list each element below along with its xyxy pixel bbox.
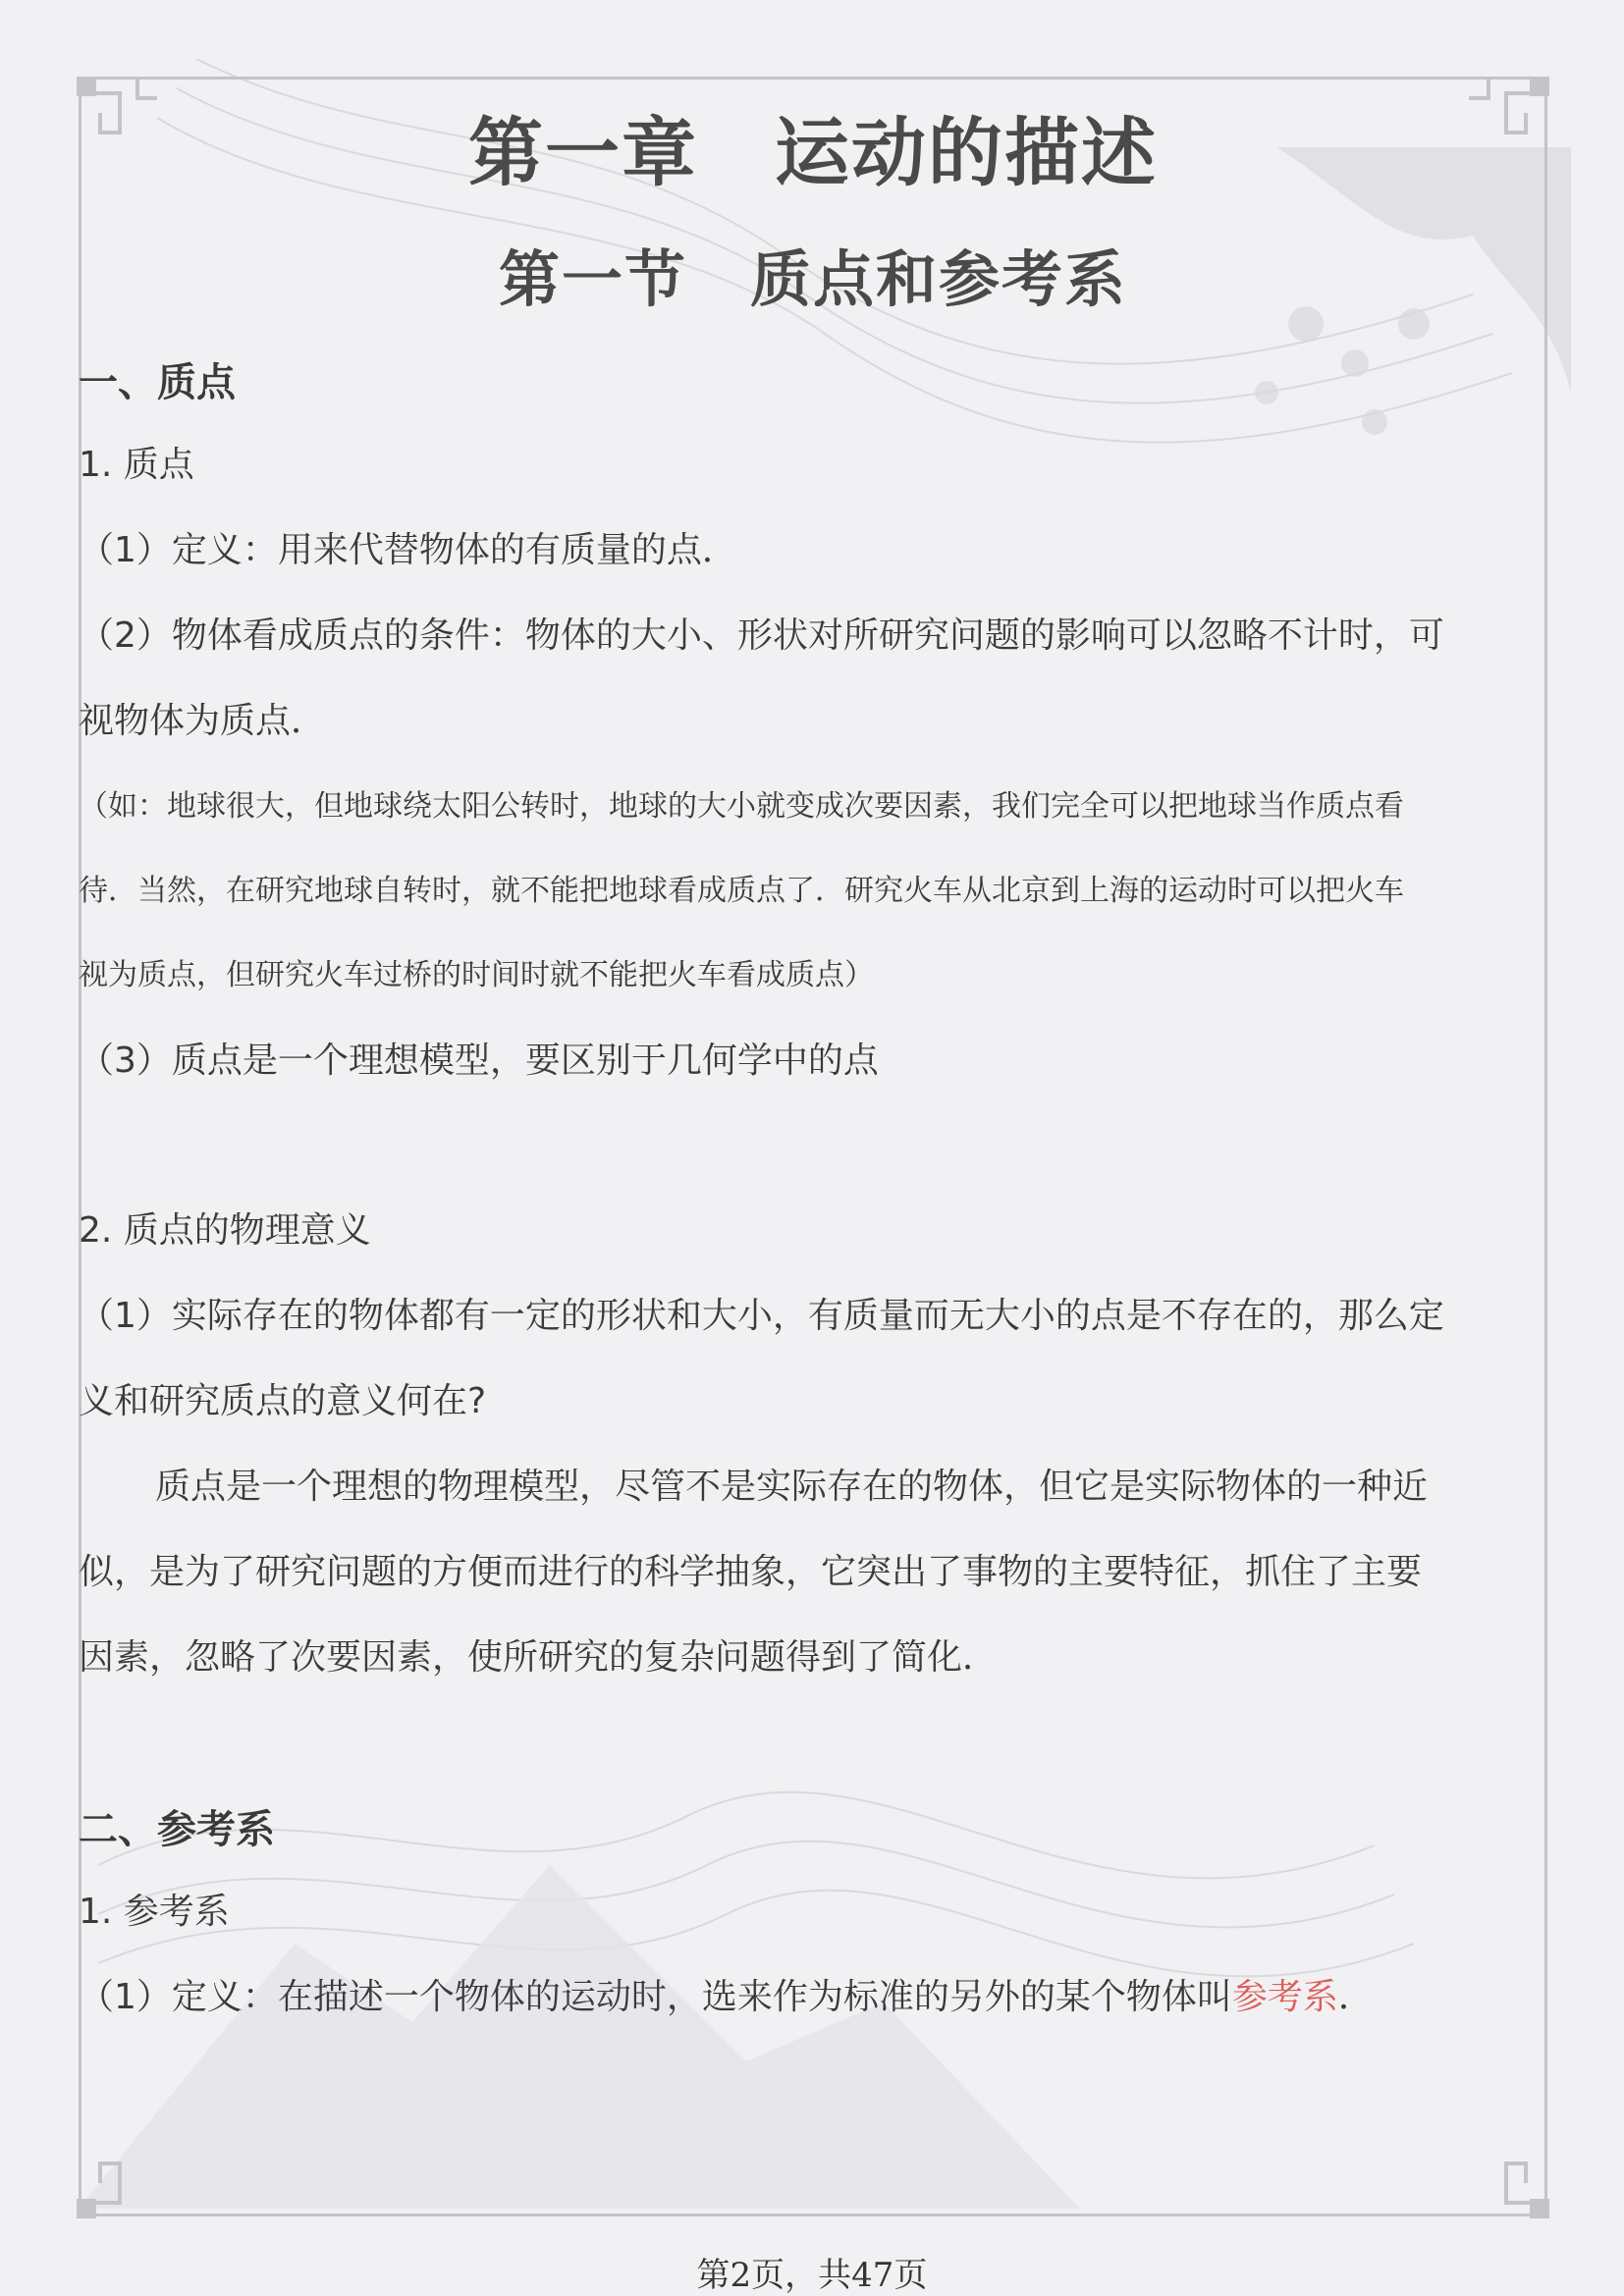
subheading-physical-meaning: 2. 质点的物理意义 [79, 1210, 371, 1251]
particle-condition-line1: （2）物体看成质点的条件：物体的大小、形状对所研究问题的影响可以忽略不计时，可 [79, 615, 1444, 656]
definition-text: （1）定义：在描述一个物体的运动时，选来作为标准的另外的某个物体叫 [79, 1977, 1232, 2017]
meaning-answer-line2: 似，是为了研究问题的方便而进行的科学抽象，它突出了事物的主要特征，抓住了主要 [79, 1552, 1423, 1592]
meaning-answer-line1: 质点是一个理想的物理模型，尽管不是实际存在的物体，但它是实际物体的一种近 [155, 1467, 1429, 1507]
page-frame [79, 77, 1547, 2216]
subheading-reference-frame: 1. 参考系 [79, 1892, 230, 1932]
example-line3: 视为质点，但研究火车过桥的时间时就不能把火车看成质点） [79, 958, 874, 992]
definition-period: ． [1337, 1977, 1374, 2017]
subheading-particle: 1. 质点 [79, 445, 194, 485]
definition-term: 参考系 [1231, 1977, 1338, 2017]
heading-reference-frame: 二、参考系 [79, 1807, 275, 1852]
particle-condition-line2: 视物体为质点． [79, 701, 327, 741]
example-line2: 待．当然，在研究地球自转时，就不能把地球看成质点了．研究火车从北京到上海的运动时可以把火车 [79, 874, 1404, 908]
example-line1: （如：地球很大，但地球绕太阳公转时，地球的大小就变成次要因素，我们完全可以把地球当作质点看 [79, 789, 1404, 824]
reference-frame-definition [79, 1969, 1374, 2019]
page-number: 第2页，共47页 [696, 2256, 928, 2295]
meaning-question-line2: 义和研究质点的意义何在? [79, 1381, 487, 1421]
meaning-question-line1: （1）实际存在的物体都有一定的形状和大小，有质量而无大小的点是不存在的，那么定 [79, 1296, 1444, 1336]
section-title: 第一节 质点和参考系 [498, 243, 1127, 315]
meaning-answer-line3: 因素，忽略了次要因素，使所研究的复杂问题得到了简化． [79, 1637, 999, 1678]
particle-definition: （1）定义：用来代替物体的有质量的点． [79, 530, 737, 570]
chapter-title: 第一章 运动的描述 [468, 109, 1158, 196]
heading-particle: 一、质点 [79, 360, 236, 405]
ideal-model-note: （3）质点是一个理想模型，要区别于几何学中的点 [79, 1041, 879, 1081]
